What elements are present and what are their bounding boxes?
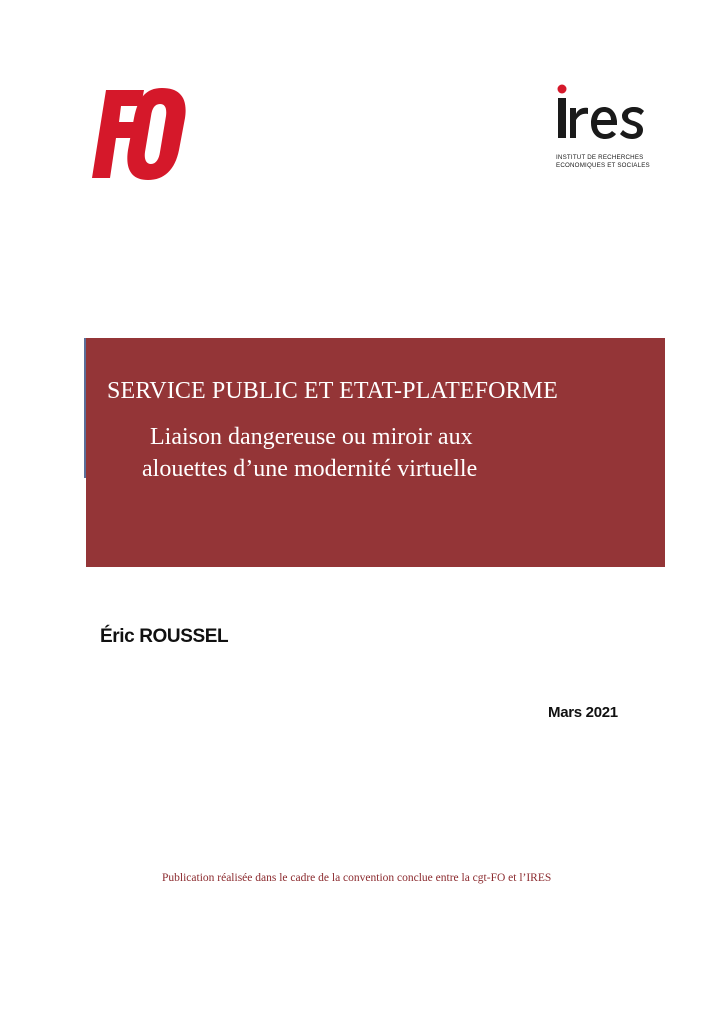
footer-note: Publication réalisée dans le cadre de la convention conclue entre la cgt-FO et l’IRES <box>162 872 552 884</box>
ires-subtitle-line1: INSTITUT DE RECHERCHES <box>556 154 644 161</box>
ires-subtitle-line2: ECONOMIQUES ET SOCIALES <box>556 162 650 169</box>
title-box <box>86 338 665 567</box>
author-name: Éric ROUSSEL <box>100 626 229 647</box>
document-subtitle-line1: Liaison dangereuse ou miroir aux <box>150 424 473 450</box>
ires-logo <box>556 84 666 176</box>
document-title: SERVICE PUBLIC ET ETAT-PLATEFORME <box>107 378 558 404</box>
ires-subtitle <box>556 154 650 170</box>
publication-date: Mars 2021 <box>548 704 618 721</box>
ires-wordmark <box>556 84 646 140</box>
document-subtitle-line2: alouettes d’une modernité virtuelle <box>142 456 478 482</box>
fo-logo <box>92 88 188 180</box>
